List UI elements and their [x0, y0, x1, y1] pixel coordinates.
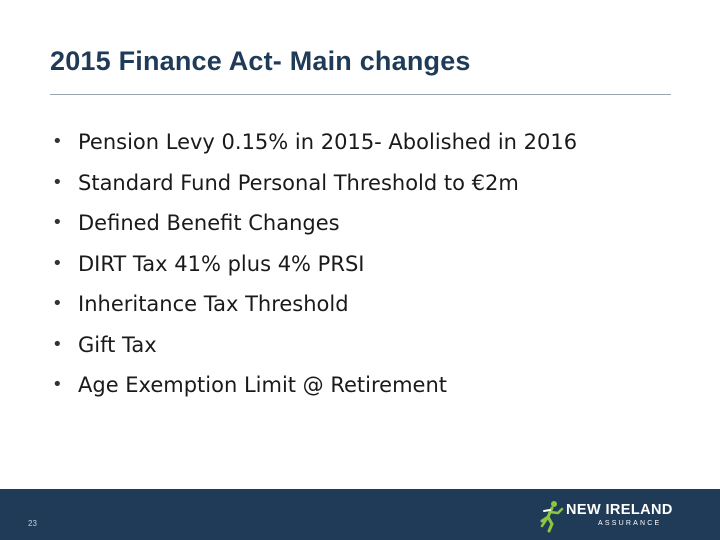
bullet-icon: •	[52, 212, 63, 233]
bullet-icon: •	[52, 293, 63, 314]
bullet-text: Defined Benefit Changes	[78, 211, 340, 235]
company-logo	[538, 499, 713, 533]
list-item	[52, 365, 577, 406]
bullet-icon: •	[52, 171, 63, 193]
bullet-list	[52, 122, 577, 406]
bullet-text: DIRT Tax 41% plus 4% PRSI	[78, 251, 365, 276]
bullet-text: Inheritance Tax Threshold	[78, 292, 349, 316]
list-item	[52, 122, 577, 163]
list-item	[52, 325, 577, 366]
slide-title: 2015 Finance Act- Main changes	[50, 46, 471, 76]
bullet-text: Gift Tax	[78, 332, 157, 357]
bullet-icon: •	[52, 131, 63, 152]
bullet-icon: •	[52, 252, 63, 274]
title-divider	[50, 94, 671, 95]
list-item	[52, 203, 577, 244]
running-figure-icon	[538, 499, 564, 533]
page-number: 23	[28, 519, 37, 528]
bullet-text: Age Exemption Limit @ Retirement	[78, 373, 448, 397]
list-item	[52, 163, 577, 204]
bullet-text: Pension Levy 0.15% in 2015- Abolished in 2016	[78, 130, 578, 154]
logo-name: NEW IRELAND	[566, 502, 673, 518]
bullet-icon: •	[52, 333, 63, 355]
bullet-icon: •	[52, 374, 63, 395]
bullet-text: Standard Fund Personal Threshold to €2m	[78, 170, 519, 195]
logo-tagline: ASSURANCE	[598, 520, 662, 527]
list-item	[52, 244, 577, 285]
list-item	[52, 284, 577, 325]
footer-bar	[0, 489, 720, 540]
